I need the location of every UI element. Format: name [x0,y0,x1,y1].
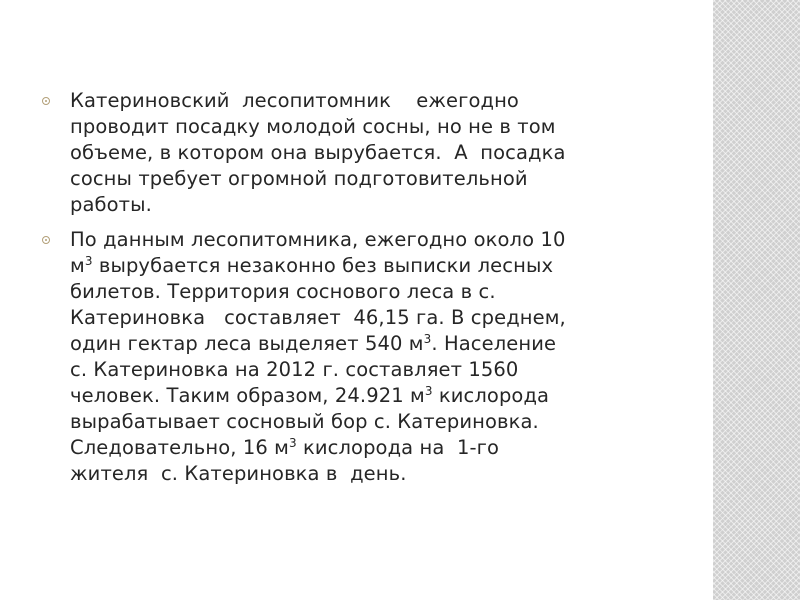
text-line: Катериновский лесопитомник ежегодно [70,89,519,112]
text-line: сосны требует огромной подготовительной [70,167,528,190]
text-line: жителя с. Катериновка в день. [70,462,407,485]
text-line: один гектар леса выделяет 540 $м^3$. Население [70,332,557,355]
text-line: объеме, в котором она вырубается. А посадка [70,141,566,164]
slide-content [40,88,670,496]
text-line: вырабатывает сосновый бор с. Катериновка. [70,410,539,433]
text-line: $м^3$ вырубается незаконно без выписки лесных [70,254,554,277]
text-line: с. Катериновка на 2012 г. составляет 1560 [70,358,519,381]
text-line: Следовательно, 16 $м^3$ кислорода на 1-го [70,436,500,459]
circle-bullet-icon [42,97,50,105]
text-line: проводит посадку молодой сосны, но не в том [70,115,556,138]
paragraph-forest-nursery [40,88,670,218]
decorative-side-band [713,0,800,600]
circle-bullet-icon [42,236,50,244]
text-line: Катериновка составляет 46,15 га. В среднем, [70,306,566,329]
paragraph-oxygen-data [40,227,670,487]
text-line: билетов. Территория соснового леса в с. [70,280,496,303]
text-line: По данным лесопитомника, ежегодно около 10 [70,228,566,251]
text-line: человек. Таким образом, 24.921 $м^3$ кислорода [70,384,550,407]
text-line: работы. [70,193,152,216]
